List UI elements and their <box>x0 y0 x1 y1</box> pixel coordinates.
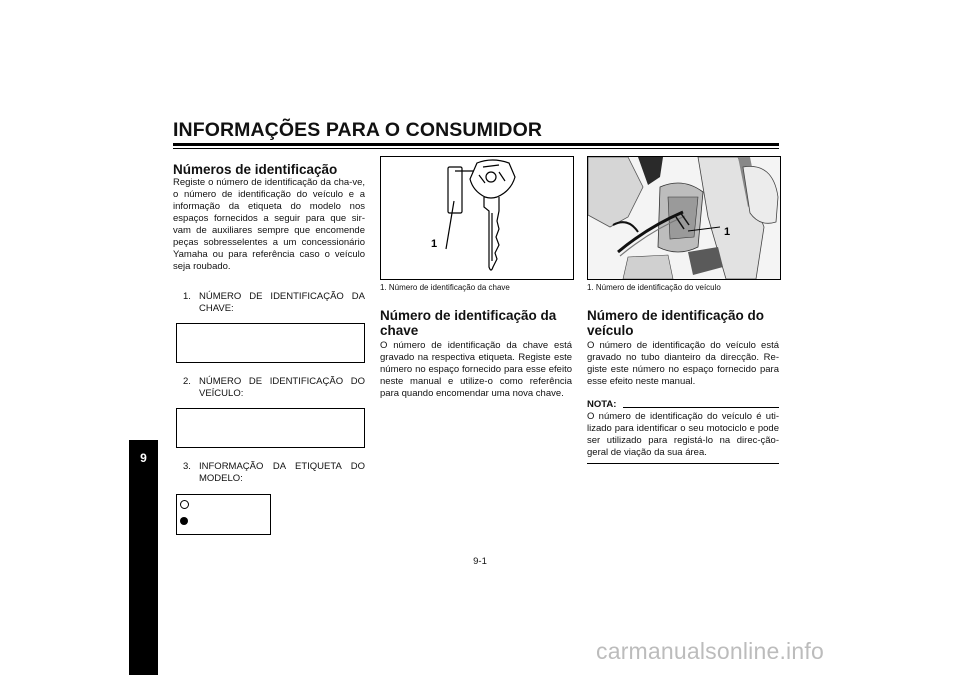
page-header-title: INFORMAÇÕES PARA O CONSUMIDOR <box>173 119 543 141</box>
key-drawing <box>381 157 573 279</box>
list-item-text: NÚMERO DE IDENTIFICAÇÃO DO VEÍCULO: <box>199 376 365 399</box>
section-title-identification-numbers: Números de identificação <box>173 162 338 177</box>
hollow-circle-icon <box>180 500 189 509</box>
section-body-key-number: O número de identificação da chave está gravado na respectiva etiqueta. Registe este número no espaço fornecido para esse efeito neste manual e utilize-o como referência para quando encomendar uma nova chave. <box>380 340 572 399</box>
note-body: O número de identificação do veículo é uti-lizado para identificar o seu motociclo e pode ser utilizado para registá-lo na direc-ção-geral de viação da sua área. <box>587 411 779 458</box>
page-number: 9-1 <box>473 556 487 567</box>
list-item-number: 2. <box>183 376 191 387</box>
header-rule-thick <box>173 143 779 146</box>
note-rule-bottom <box>587 463 779 464</box>
figure-callout-1: 1 <box>724 226 731 238</box>
figure-caption-key: 1. Número de identificação da chave <box>380 283 510 292</box>
list-item-vehicle-number <box>183 376 365 402</box>
note-rule-top <box>623 407 779 408</box>
steering-head-drawing <box>588 157 780 279</box>
figure-caption-vehicle: 1. Número de identificação do veículo <box>587 283 721 292</box>
model-label-entry-box[interactable] <box>176 494 271 535</box>
list-item-text: INFORMAÇÃO DA ETIQUETA DO MODELO: <box>199 461 365 484</box>
list-item-text: NÚMERO DE IDENTIFICAÇÃO DA CHAVE: <box>199 291 365 314</box>
vehicle-number-entry-box[interactable] <box>176 408 365 448</box>
note-label: NOTA: <box>587 399 617 410</box>
steering-head-photo <box>587 156 781 280</box>
section-body-identification-numbers: Registe o número de identificação da cha-ve, o número de identificação do veículo e a informação da etiqueta do modelo nos espaços fornecidos a seguir para que sir-vam de auxiliares sempre que encomende peças sobresselentes a um concessionário Yamaha ou para referência caso o veículo seja roubado. <box>173 177 365 272</box>
header-rule-thin <box>173 148 779 149</box>
key-number-entry-box[interactable] <box>176 323 365 363</box>
list-item-number: 3. <box>183 461 191 472</box>
key-illustration <box>380 156 574 280</box>
section-body-vehicle-number: O número de identificação do veículo está gravado no tubo dianteiro da direcção. Re-giste este número no espaço fornecido para esse efeito neste manual. <box>587 340 779 387</box>
figure-callout-1: 1 <box>431 238 438 250</box>
list-item-number: 1. <box>183 291 191 302</box>
section-title-key-number: Número de identificação da chave <box>380 308 557 338</box>
section-title-vehicle-number: Número de identificação do veículo <box>587 308 765 338</box>
filled-circle-icon <box>180 517 188 525</box>
chapter-tab <box>129 440 158 675</box>
list-item-key-number <box>183 291 365 317</box>
watermark: carmanualsonline.info <box>596 638 824 664</box>
chapter-tab-number: 9 <box>140 451 147 465</box>
list-item-model-label <box>183 461 365 487</box>
